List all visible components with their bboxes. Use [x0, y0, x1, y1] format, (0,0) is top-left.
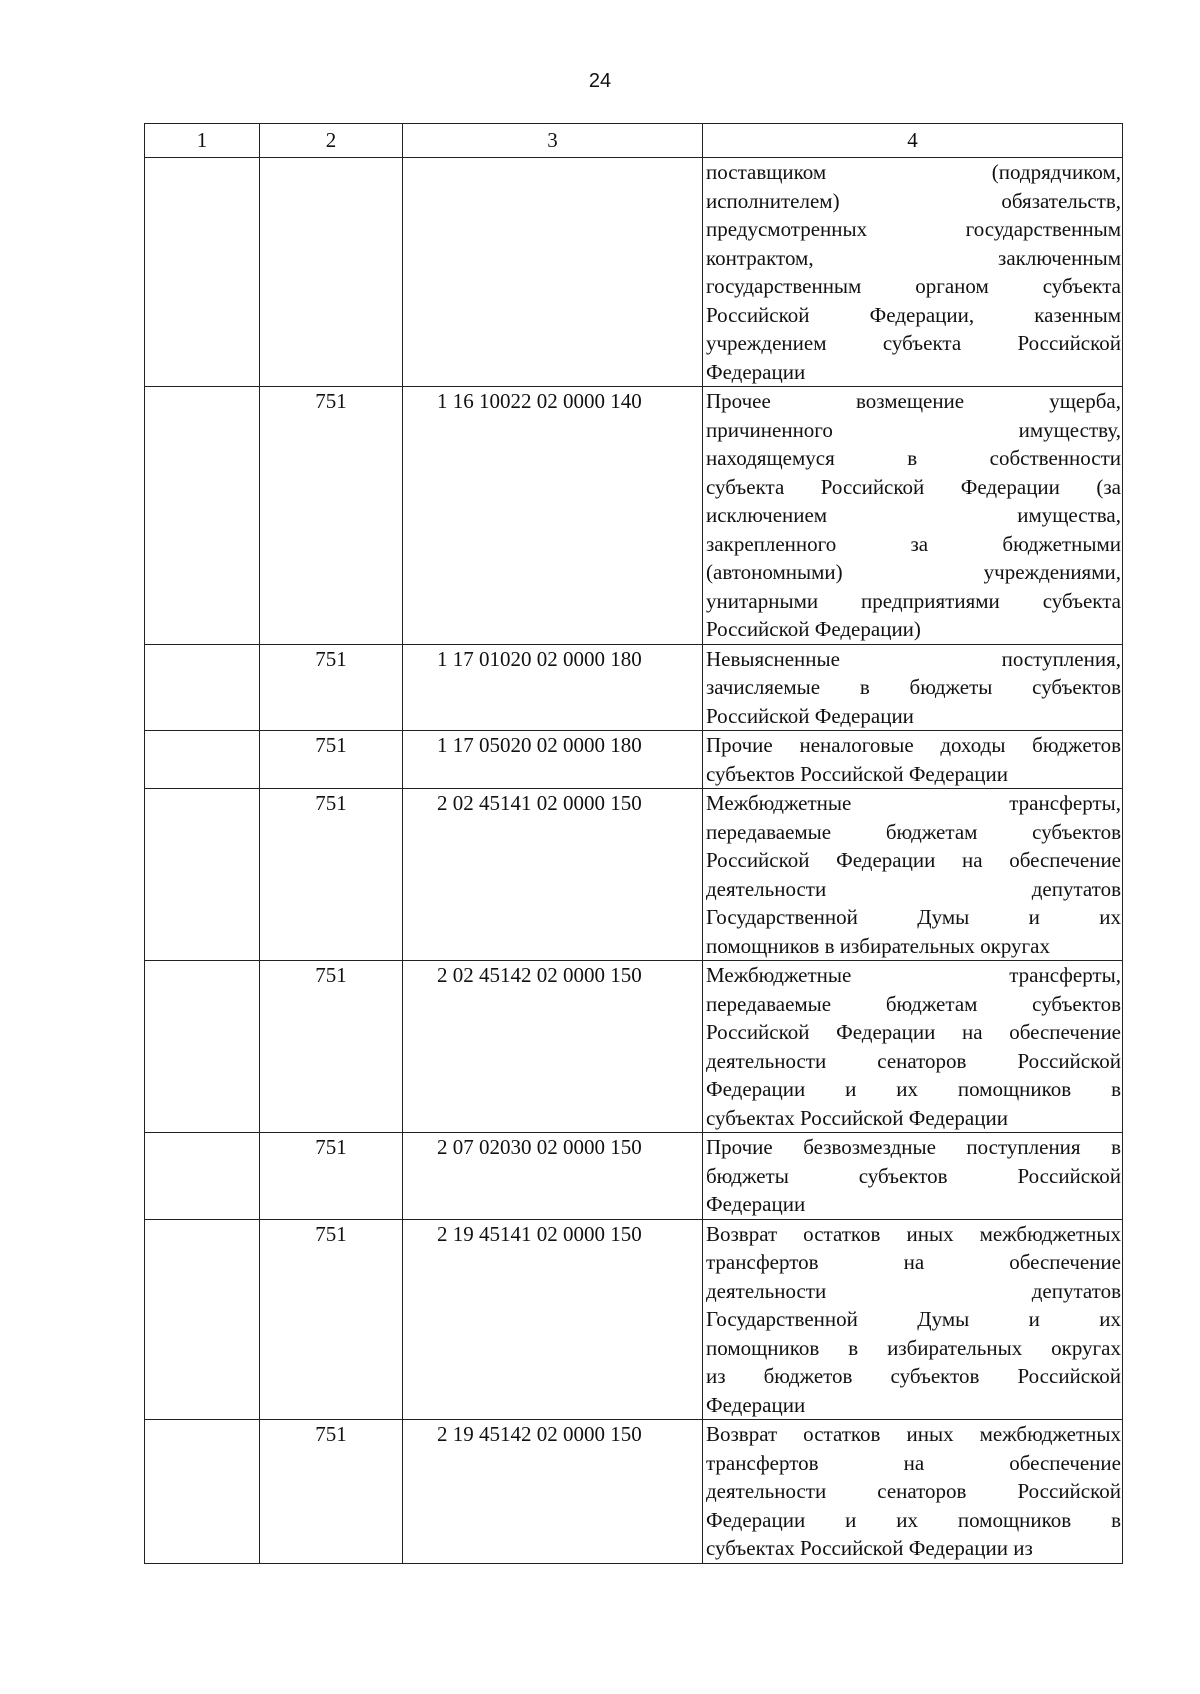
cell-col-1: [145, 1133, 260, 1220]
description-line: деятельности сенаторов Российской: [706, 1479, 1121, 1503]
description-line: Прочее возмещение ущерба,: [706, 389, 1121, 413]
description-line: деятельности депутатов: [706, 876, 1121, 901]
table-row: [145, 961, 1123, 1133]
header-col-1: 1: [145, 124, 260, 158]
revenue-code-cell: 2 02 45141 02 0000 150: [403, 789, 703, 961]
table-row: [145, 158, 1123, 387]
cell-col-1: [145, 789, 260, 961]
description-line: исключением имущества,: [706, 503, 1121, 527]
description-line: Прочие безвозмездные поступления в: [706, 1135, 1121, 1159]
description-cell: [703, 1420, 1123, 1564]
revenue-codes-table: [144, 123, 1123, 1564]
table-header-row: [145, 124, 1123, 158]
description-line: из бюджетов субъектов Российской: [706, 1364, 1121, 1388]
admin-code-cell: 751: [260, 1219, 403, 1420]
description-line: трансфертов на обеспечение: [706, 1250, 1121, 1274]
cell-col-1: [145, 158, 260, 387]
description-line: находящемуся в собственности: [706, 446, 1121, 470]
revenue-code-cell: 2 07 02030 02 0000 150: [403, 1133, 703, 1220]
description-line: учреждением субъекта Российской: [706, 331, 1121, 355]
cell-col-1: [145, 961, 260, 1133]
header-col-4: 4: [703, 124, 1123, 158]
description-cell: [703, 158, 1123, 387]
description-line: Федерации: [706, 1392, 806, 1417]
description-line: Федерации и их помощников в: [706, 1507, 1121, 1532]
admin-code-cell: 751: [260, 961, 403, 1133]
table-row: [145, 1420, 1123, 1564]
cell-col-1: [145, 1420, 260, 1564]
admin-code-cell: 751: [260, 1420, 403, 1564]
description-line: контрактом, заключенным: [706, 245, 1121, 270]
description-cell: [703, 387, 1123, 645]
description-cell: [703, 1133, 1123, 1220]
header-col-2: 2: [260, 124, 403, 158]
description-line: Возврат остатков иных межбюджетных: [706, 1221, 1121, 1246]
cell-col-1: [145, 387, 260, 645]
cell-col-1: [145, 644, 260, 731]
description-line: Возврат остатков иных межбюджетных: [706, 1422, 1121, 1446]
description-line: поставщиком (подрядчиком,: [706, 160, 1121, 184]
description-line: помощников в избирательных округах: [706, 1335, 1121, 1360]
description-line: унитарными предприятиями субъекта: [706, 588, 1121, 613]
description-line: Российской Федерации на обеспечение: [706, 1020, 1121, 1044]
description-line: бюджеты субъектов Российской: [706, 1163, 1121, 1188]
revenue-code-cell: [403, 158, 703, 387]
description-line: Межбюджетные трансферты,: [706, 791, 1121, 815]
description-line: Российской Федерации на обеспечение: [706, 848, 1121, 872]
description-line: Государственной Думы и их: [706, 1307, 1121, 1331]
description-line: Российской Федерации): [706, 617, 921, 641]
cell-col-1: [145, 731, 260, 789]
description-line: Федерации и их помощников в: [706, 1077, 1121, 1101]
description-line: Федерации: [706, 1192, 806, 1216]
description-line: (автономными) учреждениями,: [706, 560, 1121, 584]
description-line: помощников в избирательных округах: [706, 933, 1050, 958]
description-cell: [703, 1219, 1123, 1420]
table-row: [145, 789, 1123, 961]
description-line: трансфертов на обеспечение: [706, 1450, 1121, 1475]
revenue-code-cell: 2 02 45142 02 0000 150: [403, 961, 703, 1133]
description-line: деятельности сенаторов Российской: [706, 1048, 1121, 1073]
description-cell: [703, 789, 1123, 961]
revenue-code-cell: 2 19 45142 02 0000 150: [403, 1420, 703, 1564]
description-line: зачисляемые в бюджеты субъектов: [706, 675, 1121, 699]
revenue-code-cell: 1 17 01020 02 0000 180: [403, 644, 703, 731]
page-number: 24: [588, 70, 612, 92]
admin-code-cell: [260, 158, 403, 387]
description-line: субъектах Российской Федерации: [706, 1105, 1008, 1130]
admin-code-cell: 751: [260, 731, 403, 789]
admin-code-cell: 751: [260, 789, 403, 961]
description-line: причиненного имуществу,: [706, 417, 1121, 442]
description-line: Российской Федерации, казенным: [706, 302, 1121, 327]
table-row: [145, 1133, 1123, 1220]
revenue-code-cell: 1 17 05020 02 0000 180: [403, 731, 703, 789]
table-row: [145, 387, 1123, 645]
description-line: субъекта Российской Федерации (за: [706, 474, 1121, 499]
revenue-code-cell: 2 19 45141 02 0000 150: [403, 1219, 703, 1420]
description-line: Невыясненные поступления,: [706, 646, 1121, 671]
admin-code-cell: 751: [260, 387, 403, 645]
description-line: закрепленного за бюджетными: [706, 531, 1121, 556]
table-row: [145, 1219, 1123, 1420]
description-line: Межбюджетные трансферты,: [706, 963, 1121, 987]
description-line: передаваемые бюджетам субъектов: [706, 819, 1121, 844]
description-line: передаваемые бюджетам субъектов: [706, 991, 1121, 1016]
description-line: деятельности депутатов: [706, 1278, 1121, 1303]
description-line: Федерации: [706, 359, 806, 384]
description-cell: [703, 644, 1123, 731]
revenue-code-cell: 1 16 10022 02 0000 140: [403, 387, 703, 645]
admin-code-cell: 751: [260, 1133, 403, 1220]
admin-code-cell: 751: [260, 644, 403, 731]
description-line: Государственной Думы и их: [706, 905, 1121, 929]
description-cell: [703, 731, 1123, 789]
cell-col-1: [145, 1219, 260, 1420]
description-line: субъектах Российской Федерации из: [706, 1536, 1033, 1560]
table-row: [145, 731, 1123, 789]
description-line: Прочие неналоговые доходы бюджетов: [706, 733, 1121, 757]
description-line: предусмотренных государственным: [706, 217, 1121, 241]
description-cell: [703, 961, 1123, 1133]
description-line: государственным органом субъекта: [706, 274, 1121, 298]
description-line: Российской Федерации: [706, 703, 914, 728]
description-line: исполнителем) обязательств,: [706, 188, 1121, 213]
table-row: [145, 644, 1123, 731]
header-col-3: 3: [403, 124, 703, 158]
description-line: субъектов Российской Федерации: [706, 761, 1009, 786]
